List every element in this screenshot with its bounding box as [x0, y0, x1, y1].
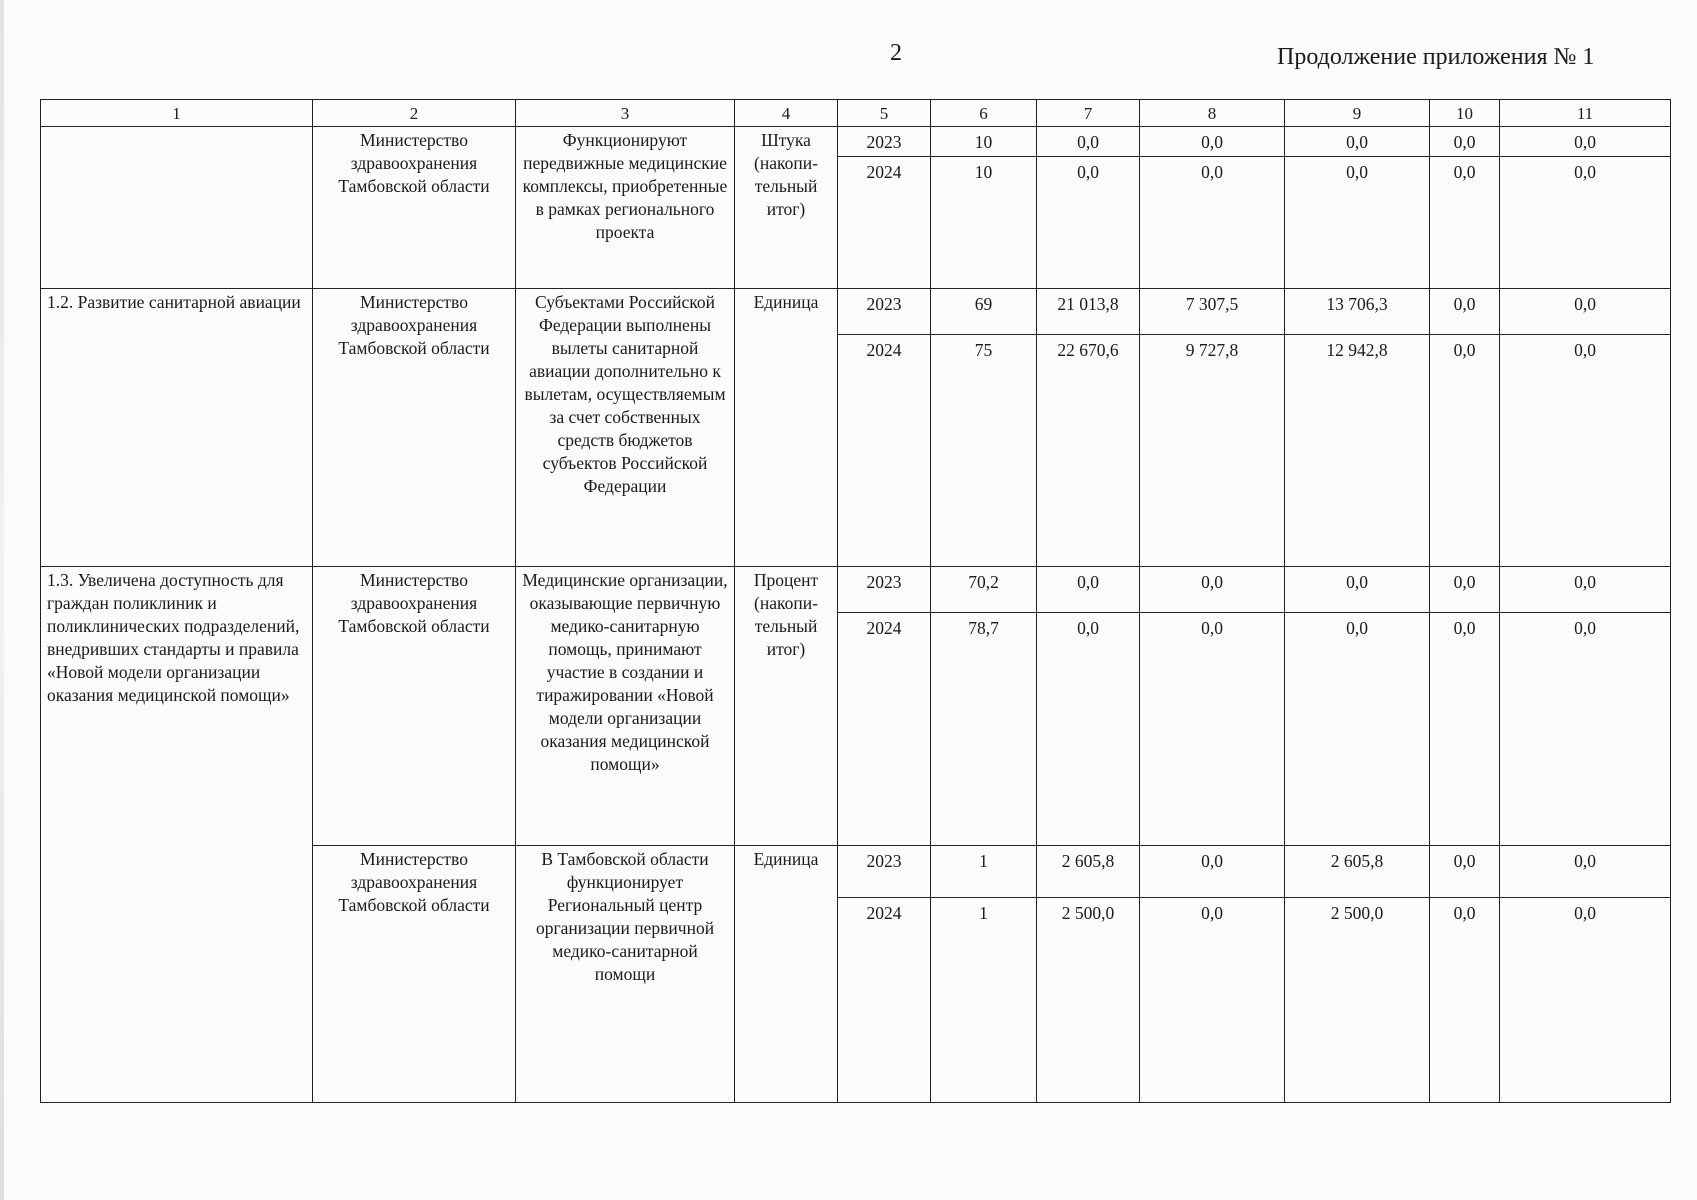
appendix-heading: Продолжение приложения № 1	[1277, 44, 1595, 70]
column-number: 11	[1500, 100, 1671, 127]
value-cell: 13 706,3	[1285, 289, 1430, 335]
value-cell: 0,0	[1430, 289, 1500, 335]
value-cell: 10	[931, 157, 1037, 289]
year-cell: 2024	[838, 898, 931, 1103]
value-cell: 0,0	[1430, 335, 1500, 567]
indicator-description: Субъектами Российской Федерации выполнены вылеты санитарной авиации дополнительно к вылетам, осуществляемым за счет собственных средств бюджетов субъектов Российской Федерации	[516, 289, 735, 567]
value-cell: 78,7	[931, 613, 1037, 846]
column-number: 3	[516, 100, 735, 127]
value-cell: 0,0	[1430, 898, 1500, 1103]
column-number-row	[41, 100, 1671, 127]
value-cell: 69	[931, 289, 1037, 335]
year-cell: 2023	[838, 846, 931, 898]
year-cell: 2024	[838, 157, 931, 289]
result-name	[41, 127, 313, 289]
value-cell: 2 605,8	[1037, 846, 1140, 898]
value-cell: 0,0	[1140, 567, 1285, 613]
unit-of-measure: Единица	[735, 289, 838, 567]
year-cell: 2024	[838, 335, 931, 567]
value-cell: 0,0	[1037, 157, 1140, 289]
value-cell: 0,0	[1430, 613, 1500, 846]
year-cell: 2023	[838, 289, 931, 335]
value-cell: 0,0	[1500, 157, 1671, 289]
value-cell: 0,0	[1140, 846, 1285, 898]
value-cell: 0,0	[1140, 157, 1285, 289]
column-number: 5	[838, 100, 931, 127]
result-name: 1.2. Развитие санитарной авиации	[41, 289, 313, 567]
value-cell: 1	[931, 846, 1037, 898]
responsible-body: Министерство здравоохранения Тамбовской области	[313, 289, 516, 567]
year-cell: 2024	[838, 613, 931, 846]
value-cell: 0,0	[1430, 127, 1500, 157]
value-cell: 0,0	[1500, 289, 1671, 335]
value-cell: 0,0	[1500, 613, 1671, 846]
value-cell: 21 013,8	[1037, 289, 1140, 335]
indicator-description: Медицинские организации, оказывающие первичную медико-санитарную помощь, принимают участие в создании и тиражировании «Новой модели организации оказания медицинской помощи»	[516, 567, 735, 846]
value-cell: 0,0	[1500, 846, 1671, 898]
column-number: 6	[931, 100, 1037, 127]
value-cell: 75	[931, 335, 1037, 567]
value-cell: 12 942,8	[1285, 335, 1430, 567]
indicator-description: В Тамбовской области функционирует Региональный центр организации первичной медико-санитарной помощи	[516, 846, 735, 1103]
value-cell: 10	[931, 127, 1037, 157]
responsible-body: Министерство здравоохранения Тамбовской области	[313, 127, 516, 289]
unit-of-measure: Единица	[735, 846, 838, 1103]
value-cell: 0,0	[1285, 567, 1430, 613]
scan-edge	[0, 0, 4, 1200]
table-row	[41, 127, 1671, 157]
value-cell: 0,0	[1285, 613, 1430, 846]
column-number: 9	[1285, 100, 1430, 127]
value-cell: 0,0	[1430, 157, 1500, 289]
value-cell: 0,0	[1500, 898, 1671, 1103]
unit-of-measure: Процент (накопи-тельный итог)	[735, 567, 838, 846]
column-number: 10	[1430, 100, 1500, 127]
value-cell: 0,0	[1500, 335, 1671, 567]
indicator-description: Функционируют передвижные медицинские комплексы, приобретенные в рамках регионального проекта	[516, 127, 735, 289]
value-cell: 2 500,0	[1037, 898, 1140, 1103]
value-cell: 0,0	[1285, 127, 1430, 157]
table-row	[41, 567, 1671, 613]
value-cell: 22 670,6	[1037, 335, 1140, 567]
table-row	[41, 289, 1671, 335]
responsible-body: Министерство здравоохранения Тамбовской области	[313, 846, 516, 1103]
value-cell: 0,0	[1430, 846, 1500, 898]
value-cell: 0,0	[1430, 567, 1500, 613]
value-cell: 0,0	[1500, 127, 1671, 157]
value-cell: 1	[931, 898, 1037, 1103]
responsible-body: Министерство здравоохранения Тамбовской области	[313, 567, 516, 846]
column-number: 7	[1037, 100, 1140, 127]
unit-of-measure: Штука (накопи-тельный итог)	[735, 127, 838, 289]
value-cell: 0,0	[1285, 157, 1430, 289]
value-cell: 0,0	[1140, 898, 1285, 1103]
page-number: 2	[890, 40, 902, 66]
value-cell: 9 727,8	[1140, 335, 1285, 567]
value-cell: 0,0	[1037, 567, 1140, 613]
value-cell: 0,0	[1500, 567, 1671, 613]
value-cell: 0,0	[1037, 613, 1140, 846]
result-name: 1.3. Увеличена доступность для граждан поликлиник и поликлинических подразделений, внедривших стандарты и правила «Новой модели организации оказания медицинской помощи»	[41, 567, 313, 1103]
column-number: 8	[1140, 100, 1285, 127]
year-cell: 2023	[838, 127, 931, 157]
column-number: 4	[735, 100, 838, 127]
column-number: 2	[313, 100, 516, 127]
column-number: 1	[41, 100, 313, 127]
value-cell: 7 307,5	[1140, 289, 1285, 335]
value-cell: 0,0	[1140, 127, 1285, 157]
value-cell: 0,0	[1140, 613, 1285, 846]
value-cell: 2 500,0	[1285, 898, 1430, 1103]
value-cell: 70,2	[931, 567, 1037, 613]
value-cell: 0,0	[1037, 127, 1140, 157]
data-table	[40, 99, 1671, 1103]
value-cell: 2 605,8	[1285, 846, 1430, 898]
year-cell: 2023	[838, 567, 931, 613]
